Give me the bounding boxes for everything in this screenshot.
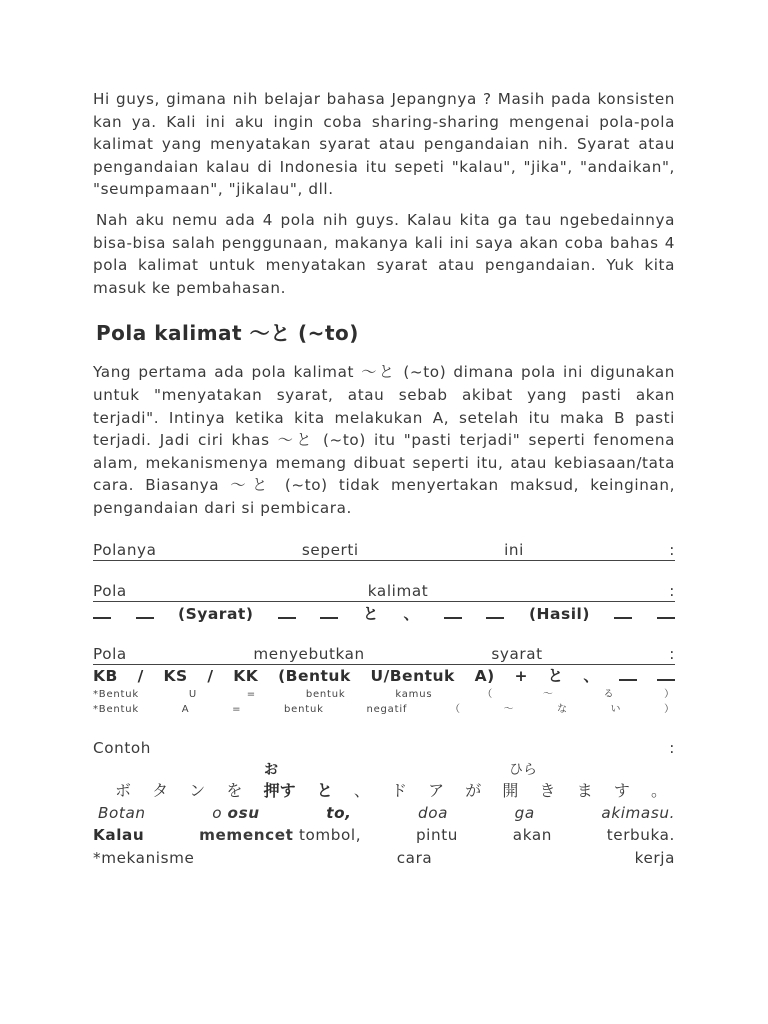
note-bentuk-a: *Bentuk A = bentuk negatif （ ～ な い ） bbox=[93, 703, 675, 715]
furigana-hira: ひら bbox=[509, 761, 537, 778]
formula-syarat-hasil: (Syarat) と 、 (Hasil) bbox=[93, 602, 675, 626]
blank-line bbox=[136, 605, 154, 619]
intro-paragraph-1: Hi guys, gimana nih belajar bahasa Jepangnya ? Masih pada konsisten kan ya. Kali ini aku ingin coba sharing-sharing mengenai pola-pola kalimat yang menyatakan syarat atau pengandaian nih. Syarat atau pengandaian kalau di Indonesia itu sepeti "kalau", "jika", "andaikan", "seumpamaan", "jikalau", dll. bbox=[93, 90, 675, 199]
article-body bbox=[93, 88, 675, 869]
blank-line bbox=[320, 605, 338, 619]
japanese-sentence: ボ タ ン を 押す と 、 ド ア が 開 き ま す 。 bbox=[115, 780, 667, 800]
explanation-paragraph: Yang pertama ada pola kalimat ～と (~to) dimana pola ini digunakan untuk "menyatakan syarat, atau sebab akibat yang pasti akan terjadi". Intinya ketika kita melakukan A, setelah itu maka B pasti terjadi. Jadi ciri khas ～と (~to) itu "pasti terjadi" seperti fenomena alam, mekanismenya memang dibuat seperti itu, atau kebiasaan/tata cara. Biasanya ～と (~to) tidak menyertakan maksud, keinginan, pengandaian dari si pembicara. bbox=[93, 363, 675, 517]
romaji-line: Botan o osu to, doa ga akimasu. bbox=[98, 803, 675, 822]
note-bentuk-u: *Bentuk U = bentuk kamus （ ～ る ） bbox=[93, 688, 675, 700]
pola-kalimat-line: Pola kalimat : bbox=[93, 581, 675, 600]
blank-line bbox=[614, 605, 632, 619]
furigana-osu: お bbox=[264, 761, 278, 778]
blank-line bbox=[444, 605, 462, 619]
intro-paragraph-2: Nah aku nemu ada 4 pola nih guys. Kalau kita ga tau ngebedainnya bisa-bisa salah penggunaan, makanya kali ini saya akan coba bahas 4 pola kalimat untuk menyatakan syarat atau pengandaian. Yuk kita masuk ke pembahasan. bbox=[93, 210, 675, 297]
blank-line bbox=[619, 667, 637, 681]
blank-line bbox=[278, 605, 296, 619]
japanese-example bbox=[93, 762, 675, 802]
blank-line bbox=[93, 605, 111, 619]
formula-kb-ks-kk: KB / KS / KK (Bentuk U/Bentuk A) + と 、 bbox=[93, 665, 675, 687]
polanya-line: Polanya seperti ini : bbox=[93, 540, 675, 559]
blank-line bbox=[657, 605, 675, 619]
section-heading: Pola kalimat ～と (~to) bbox=[96, 321, 359, 346]
translation-line: Kalau memencet tombol, pintu akan terbuka. bbox=[93, 826, 675, 845]
mekanisme-line: *mekanisme cara kerja bbox=[93, 848, 675, 867]
blank-line bbox=[657, 667, 675, 681]
contoh-line: Contoh : bbox=[93, 738, 675, 757]
blank-line bbox=[486, 605, 504, 619]
pola-menyebutkan-line: Pola menyebutkan syarat : bbox=[93, 644, 675, 663]
